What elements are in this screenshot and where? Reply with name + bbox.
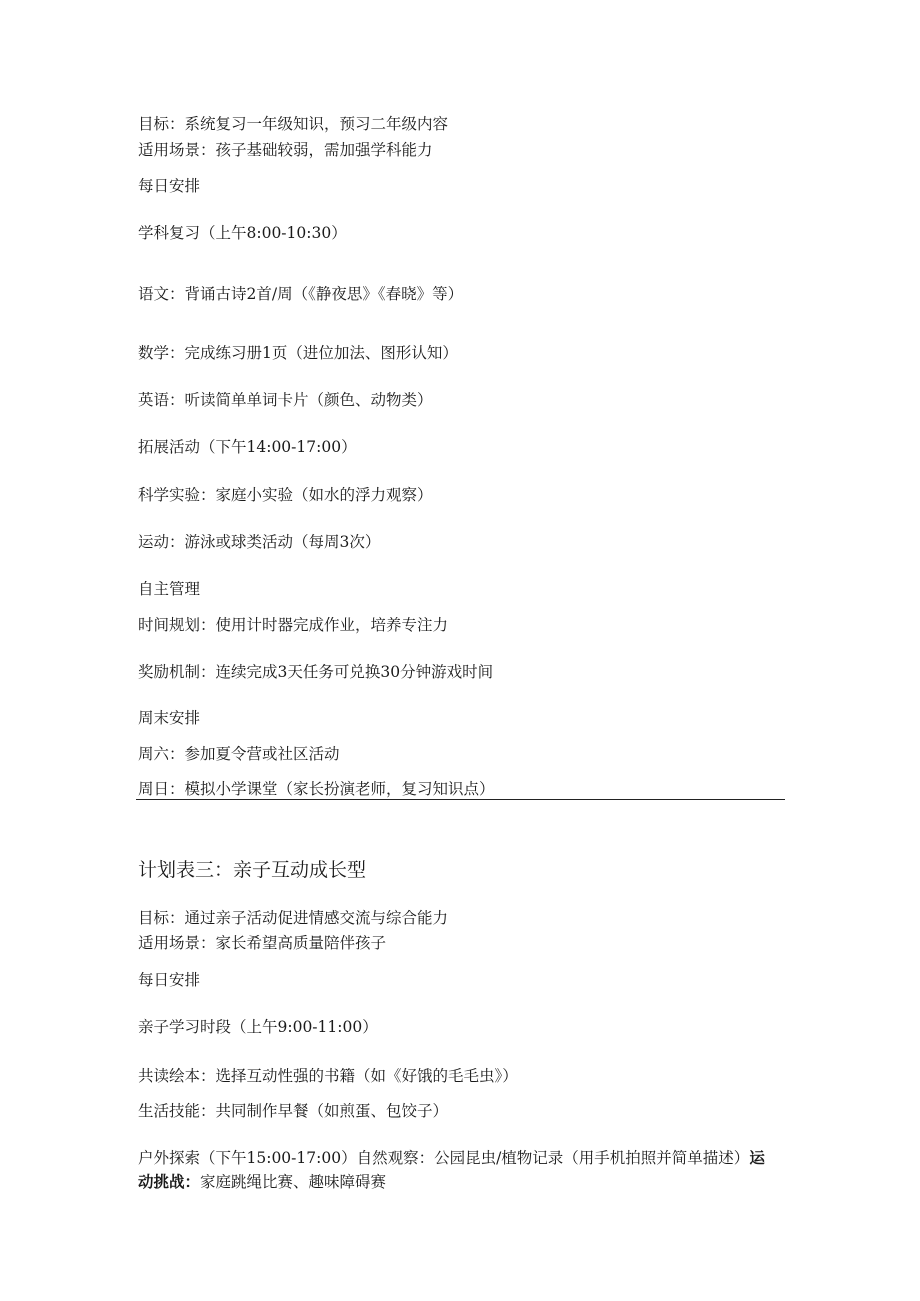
extend-title: 拓展活动（下午14:00-17:00） bbox=[138, 438, 357, 456]
saturday-item: 周六：参加夏令营或社区活动 bbox=[138, 745, 340, 763]
reading-item: 共读绘本：选择互动性强的书籍（如《好饿的毛毛虫》） bbox=[138, 1067, 518, 1085]
reward-item: 奖励机制：连续完成3天任务可兑换30分钟游戏时间 bbox=[138, 663, 494, 681]
goal-text: 目标：系统复习一年级知识，预习二年级内容 bbox=[138, 115, 449, 133]
study-title: 学科复习（上午8:00-10:30） bbox=[138, 224, 347, 242]
outdoor-text: 户外探索（下午15:00-17:00）自然观察：公园昆虫/植物记录（用手机拍照并简单描述） bbox=[138, 1149, 750, 1167]
science-item: 科学实验：家庭小实验（如水的浮力观察） bbox=[138, 486, 433, 504]
daily-title: 每日安排 bbox=[138, 971, 201, 989]
study-title: 亲子学习时段（上午9:00-11:00） bbox=[138, 1018, 378, 1036]
sport-challenge-label: 运动挑战： bbox=[138, 1148, 765, 1191]
section-divider bbox=[136, 799, 785, 800]
outdoor-item bbox=[138, 1146, 778, 1194]
goal-text: 目标：通过亲子活动促进情感交流与综合能力 bbox=[138, 909, 449, 927]
english-item: 英语：听读简单单词卡片（颜色、动物类） bbox=[138, 391, 433, 409]
time-plan-item: 时间规划：使用计时器完成作业，培养专注力 bbox=[138, 616, 449, 634]
scenario-text: 适用场景：家长希望高质量陪伴孩子 bbox=[138, 934, 387, 952]
scenario-text: 适用场景：孩子基础较弱，需加强学科能力 bbox=[138, 141, 433, 159]
life-skill-item: 生活技能：共同制作早餐（如煎蛋、包饺子） bbox=[138, 1102, 449, 1120]
weekend-title: 周末安排 bbox=[138, 709, 201, 727]
chinese-item: 语文：背诵古诗2首/周（《静夜思》《春晓》等） bbox=[138, 285, 464, 303]
daily-title: 每日安排 bbox=[138, 177, 201, 195]
section-heading: 计划表三：亲子互动成长型 bbox=[138, 859, 367, 881]
self-title: 自主管理 bbox=[138, 580, 201, 598]
sport-challenge-text: 家庭跳绳比赛、趣味障碍赛 bbox=[200, 1173, 387, 1191]
math-item: 数学：完成练习册1页（进位加法、图形认知） bbox=[138, 344, 458, 362]
sunday-item: 周日：模拟小学课堂（家长扮演老师，复习知识点） bbox=[138, 780, 495, 798]
sport-item: 运动：游泳或球类活动（每周3次） bbox=[138, 533, 381, 551]
